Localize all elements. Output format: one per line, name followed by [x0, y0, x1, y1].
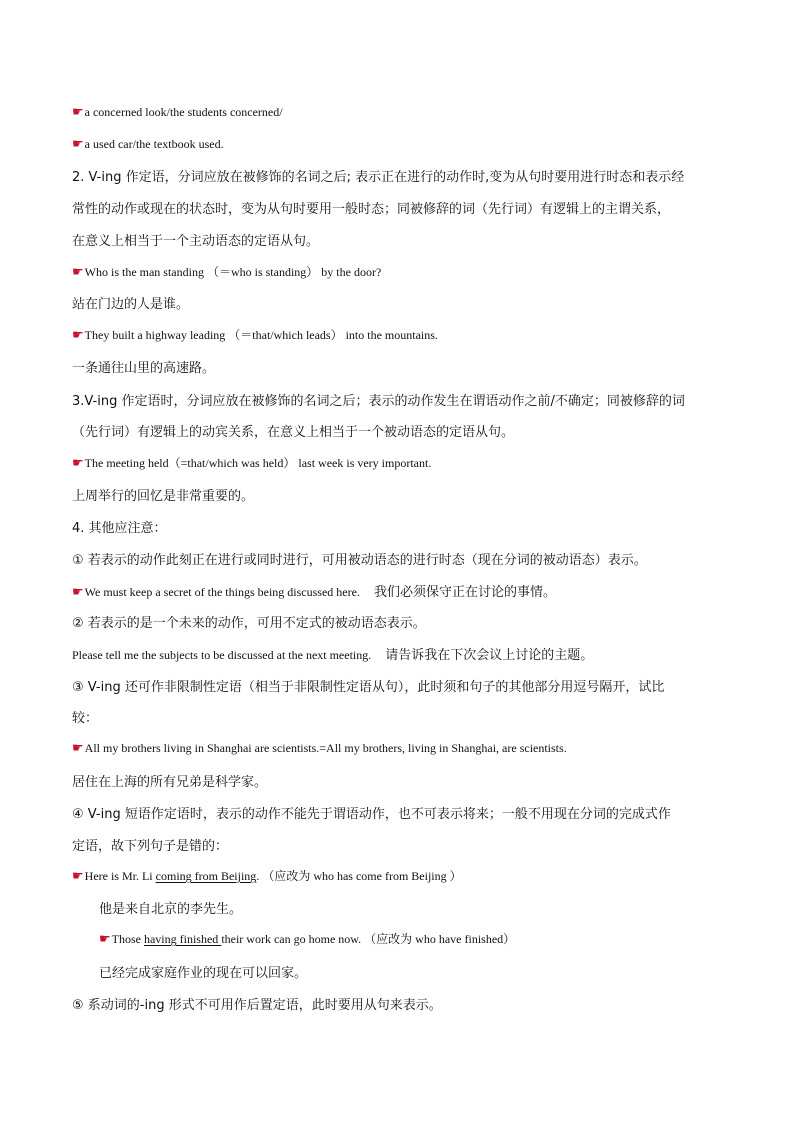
example-line: ☛a concerned look/the students concerned/ — [72, 104, 283, 119]
rule-paragraph-3-line-1: 3.V-ing 作定语时，分词应放在被修饰的名词之后；表示的动作发生在谓语动作之前/不确定；同被修辞的词 — [72, 394, 685, 409]
example-translation: 一条通往山里的高速路。 — [72, 361, 216, 376]
pointing-hand-icon: ☛ — [72, 740, 84, 755]
pointing-hand-icon: ☛ — [72, 868, 84, 883]
rule-paragraph-2-line-1: 2. V-ing 作定语，分词应放在被修饰的名词之后; 表示正在进行的动作时,变为从句时要用进行时态和表示经 — [72, 170, 685, 185]
example-line: Please tell me the subjects to be discussed at the next meeting. 请告诉我在下次会议上讨论的主题。 — [72, 648, 594, 663]
pointing-hand-icon: ☛ — [72, 264, 84, 279]
example-line: ☛a used car/the textbook used. — [72, 136, 224, 151]
note-5: ⑤ 系动词的-ing 形式不可用作后置定语，此时要用从句来表示。 — [72, 998, 442, 1013]
underlined-phrase: having finished — [143, 932, 222, 946]
note-4-line-1: ④ V-ing 短语作定语时，表示的动作不能先于谓语动作，也不可表示将来；一般不用现在分词的完成式作 — [72, 807, 671, 822]
note-1: ① 若表示的动作此刻正在进行或同时进行，可用被动语态的进行时态（现在分词的被动语态）表示。 — [72, 553, 647, 568]
example-translation: 上周举行的回忆是非常重要的。 — [72, 489, 255, 504]
example-line: ☛Here is Mr. Li coming from Beijing. （应改为 who has come from Beijing ） — [72, 868, 462, 883]
pointing-hand-icon: ☛ — [72, 136, 84, 151]
pointing-hand-icon: ☛ — [99, 931, 111, 946]
note-2: ② 若表示的是一个未来的动作，可用不定式的被动语态表示。 — [72, 616, 426, 631]
example-line: ☛They built a highway leading （＝that/which leads） into the mountains. — [72, 327, 438, 342]
example-line: ☛The meeting held（=that/which was held） last week is very important. — [72, 455, 432, 470]
example-translation: 他是来自北京的李先生。 — [99, 902, 243, 917]
example-line: ☛We must keep a secret of the things being discussed here. 我们必须保守正在讨论的事情。 — [72, 584, 556, 600]
example-translation: 站在门边的人是谁。 — [72, 297, 190, 312]
rule-paragraph-2-line-2: 常性的动作或现在的状态时，变为从句时要用一般时态；同被修辞的词（先行词）有逻辑上的主谓关系， — [72, 202, 671, 217]
example-line: ☛Those having finished their work can go home now. （应改为 who have finished） — [99, 931, 516, 946]
example-line: ☛All my brothers living in Shanghai are scientists.=All my brothers, living in Shanghai, are scientists. — [72, 740, 567, 755]
rule-paragraph-2-line-3: 在意义上相当于一个主动语态的定语从句。 — [72, 234, 320, 249]
pointing-hand-icon: ☛ — [72, 455, 84, 470]
pointing-hand-icon: ☛ — [72, 584, 84, 599]
rule-paragraph-3-line-2: （先行词）有逻辑上的动宾关系，在意义上相当于一个被动语态的定语从句。 — [72, 425, 515, 440]
example-translation: 已经完成家庭作业的现在可以回家。 — [99, 966, 308, 981]
example-translation: 居住在上海的所有兄弟是科学家。 — [72, 775, 268, 790]
section-heading-4: 4. 其他应注意： — [72, 521, 167, 536]
example-line: ☛Who is the man standing （＝who is standing） by the door? — [72, 264, 382, 279]
note-4-line-2: 定语，故下列句子是错的： — [72, 839, 229, 854]
underlined-phrase: coming from Beijing — [155, 869, 257, 883]
pointing-hand-icon: ☛ — [72, 327, 84, 342]
note-3-line-1: ③ V-ing 还可作非限制性定语（相当于非限制性定语从句），此时须和句子的其他部分用逗号隔开，试比 — [72, 680, 665, 695]
note-3-line-2: 较： — [72, 711, 99, 726]
pointing-hand-icon: ☛ — [72, 104, 84, 119]
